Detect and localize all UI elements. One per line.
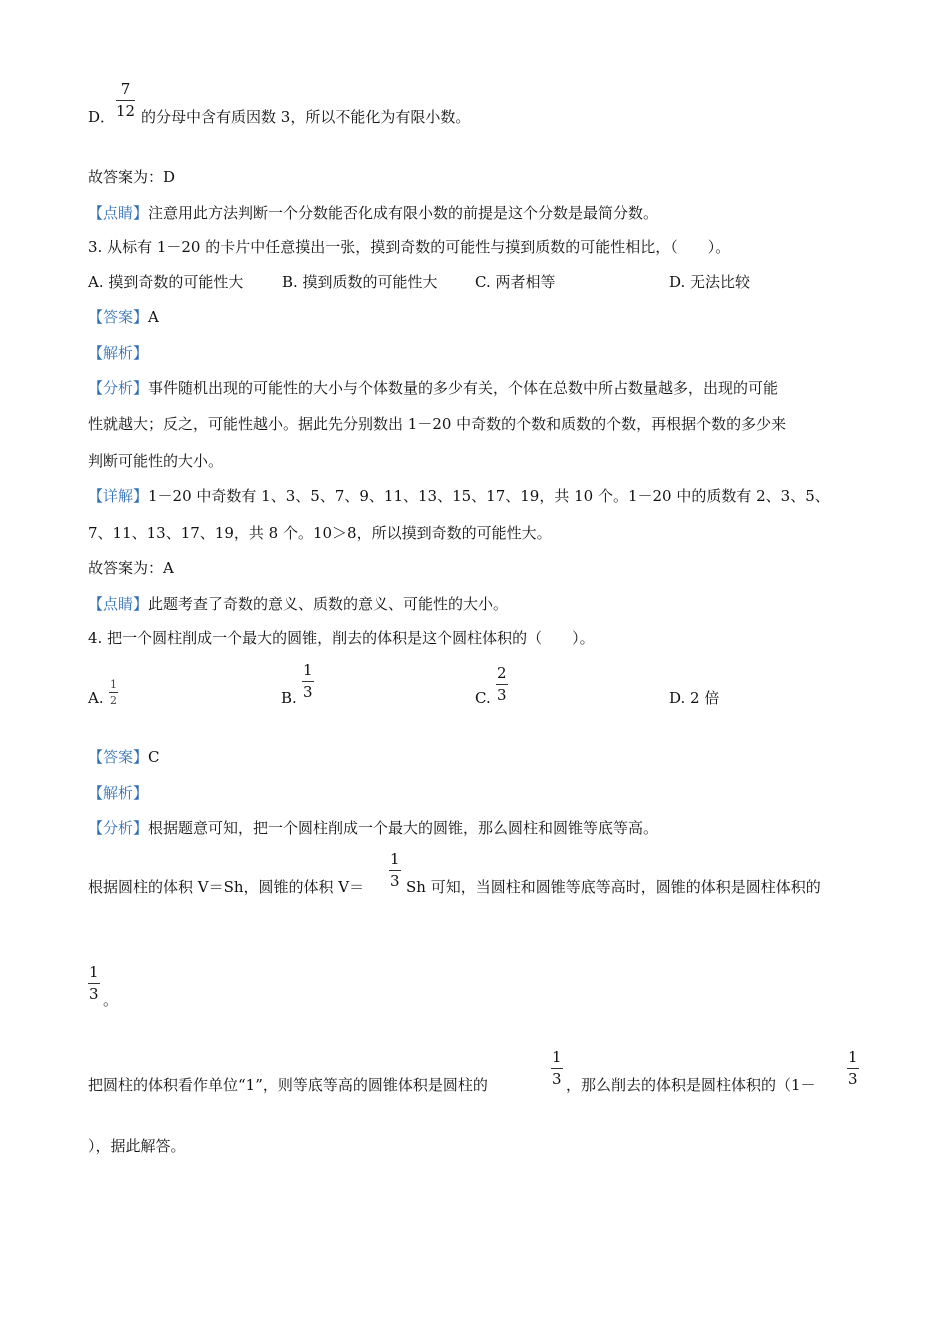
answer-tag: 【答案】 [88, 748, 149, 766]
q4-unit-line-a: 把圆柱的体积看作单位“1”，则等底等高的圆锥体积是圆柱的 [88, 1076, 488, 1094]
q3-fenxi-line1: 【分析】事件随机出现的可能性的大小与个体数量的多少有关，个体在总数中所占数量越多，出现的可能 [88, 379, 779, 397]
q3-tip: 【点睛】此题考查了奇数的意义、质数的意义、可能性的大小。 [88, 595, 509, 613]
q4-formula-line-a: 根据圆柱的体积 V＝Sh，圆锥的体积 V＝ [88, 878, 365, 896]
q3-final-answer: 故答案为：A [88, 559, 174, 577]
q3-detail-line2: 7、11、13、17、19，共 8 个。10＞8，所以摸到奇数的可能性大。 [88, 524, 552, 542]
answer-tag: 【答案】 [88, 308, 149, 326]
q4-option-b-label: B. [281, 689, 297, 707]
fraction-one-third: 1 3 [390, 850, 400, 890]
tip-tag: 【点睛】 [88, 595, 149, 613]
answer-value: A [148, 308, 159, 326]
q4-closing-line: ），据此解答。 [88, 1137, 186, 1155]
q4-option-a-fraction: 1 2 [110, 678, 117, 707]
q3-question: 3. 从标有 1－20 的卡片中任意摸出一张，摸到奇数的可能性与摸到质数的可能性相比，（ ）。 [88, 238, 731, 256]
q4-option-c-label: C. [475, 689, 491, 707]
detail-tag: 【详解】 [88, 487, 149, 505]
tip-tag: 【点睛】 [88, 204, 149, 222]
q4-option-c-fraction: 2 3 [497, 664, 507, 704]
option-d-line [88, 107, 470, 127]
q4-unit-line-b: ，那么削去的体积是圆柱体积的（1－ [566, 1076, 816, 1094]
q4-answer [88, 747, 160, 767]
q3-analysis-tag: 【解析】 [88, 344, 149, 362]
answer-value: C [148, 748, 160, 766]
q4-question: 4. 把一个圆柱削成一个最大的圆锥，削去的体积是这个圆柱体积的（ ）。 [88, 629, 595, 647]
fenxi-tag: 【分析】 [88, 819, 149, 837]
q2-tip [88, 203, 658, 223]
q3-answer [88, 307, 159, 327]
fraction-numerator: 7 [120, 80, 131, 98]
q3-option-c: C. 两者相等 [475, 273, 556, 291]
fraction-denominator: 12 [116, 102, 136, 120]
q4-option-a-label: A. [88, 689, 104, 707]
q3-option-a: A. 摸到奇数的可能性大 [88, 273, 244, 291]
fraction-one-third: 1 3 [848, 1048, 858, 1088]
option-d-label: D． [88, 108, 116, 126]
q4-analysis-tag: 【解析】 [88, 784, 149, 802]
q3-option-d: D. 无法比较 [669, 273, 751, 291]
tip-text: 注意用此方法判断一个分数能否化成有限小数的前提是这个分数是最简分数。 [148, 204, 659, 222]
period: 。 [103, 991, 119, 1009]
q4-option-d: D. 2 倍 [669, 689, 720, 707]
fenxi-tag: 【分析】 [88, 379, 149, 397]
q3-fenxi-line2: 性就越大；反之，可能性越小。据此先分别数出 1－20 中奇数的个数和质数的个数，再根据个数的多少来 [88, 415, 787, 433]
q3-fenxi-line3: 判断可能性的大小。 [88, 452, 224, 470]
q3-option-b: B. 摸到质数的可能性大 [282, 273, 438, 291]
fraction-one-third: 1 3 [89, 963, 99, 1003]
q4-formula-line-b: Sh 可知，当圆柱和圆锥等底等高时，圆锥的体积是圆柱体积的 [406, 878, 821, 896]
q2-final-answer: 故答案为：D [88, 168, 176, 186]
fraction-one-third: 1 3 [552, 1048, 562, 1088]
q3-detail-line1: 【详解】1－20 中奇数有 1、3、5、7、9、11、13、15、17、19，共 10 个。1－20 中的质数有 2、3、5、 [88, 487, 830, 505]
q4-fenxi-line1: 【分析】根据题意可知，把一个圆柱削成一个最大的圆锥，那么圆柱和圆锥等底等高。 [88, 819, 659, 837]
option-d-text: 的分母中含有质因数 3，所以不能化为有限小数。 [141, 108, 471, 126]
q4-option-b-fraction: 1 3 [303, 661, 313, 701]
